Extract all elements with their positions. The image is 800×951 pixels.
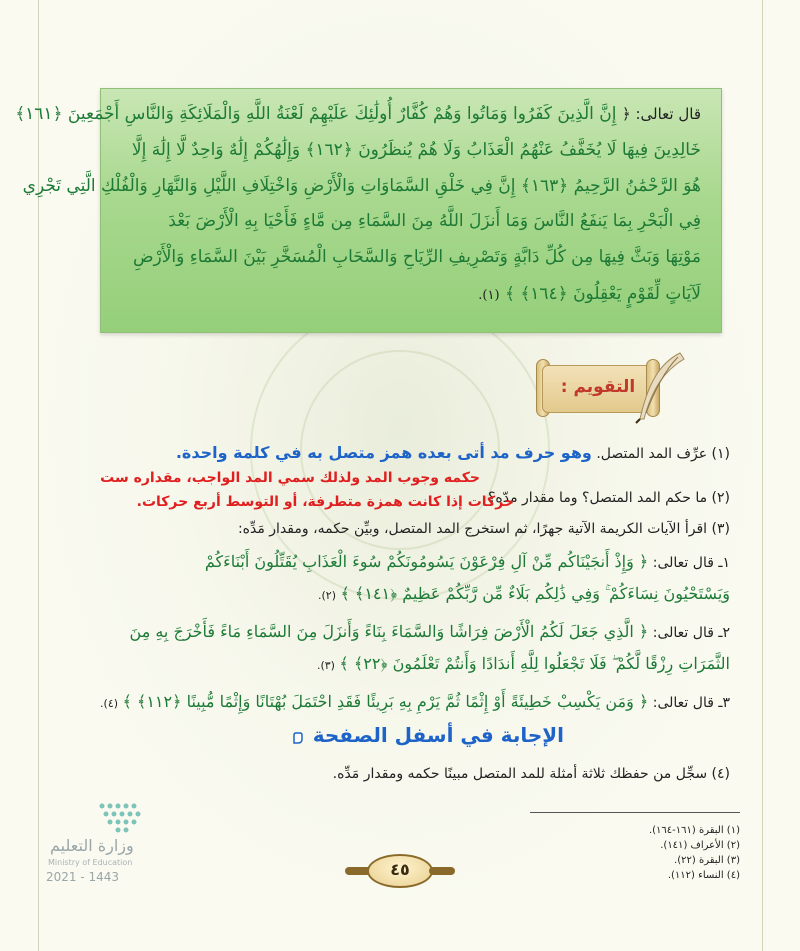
footnote-ref: (٢). [318,589,337,602]
verse-line-6 [119,283,701,304]
verse-line-2 [119,139,701,160]
question-3-text: (٣) اقرأ الآيات الكريمة الآتية جهرًا، ثم استخرج المد المتصل، وبيِّن حكمه، ومقدار مَدِّه: [237,521,730,537]
footnote-ref: (١). [478,288,500,303]
ministry-name-ar: وزارة التعليم [50,836,134,855]
footnote-item: (١) البقرة (١٦١-١٦٤). [648,825,740,836]
verse-text: مَوْتِهَا وَبَثَّ فِيهَا مِن كُلِّ دَابَّةٍ وَتَصْرِيفِ الرِّيَاحِ وَالسَّحَابِ الْمُسَخَّرِ بَيْنَ السَّمَاءِ وَالْأَرْضِ [132,247,701,267]
hand-pointer-icon [290,729,306,745]
verse-text: فِي الْبَحْرِ بِمَا يَنفَعُ النَّاسَ وَمَا أَنزَلَ اللَّهُ مِنَ السَّمَاءِ مِن مَّاءٍ فَأَحْيَا بِهِ الْأَرْضَ بَعْدَ [168,211,701,231]
example-2-intro: ٢ـ قال تعالى: [652,625,730,641]
question-1 [176,443,730,462]
verse-line-4 [119,211,701,231]
verse-line-5 [119,247,701,267]
example-1-verse: ﴿ وَإِذْ أَنجَيْنَاكُم مِّنْ آلِ فِرْعَوْنَ يَسُومُونَكُمْ سُوءَ الْعَذَابِ يُقَتِّلُونَ أَبْنَاءَكُمْ [204,552,649,571]
question-2-text: (٢) ما حكم المد المتصل؟ وما مقدار مدّه؟ [487,490,730,506]
answer-note [290,723,564,747]
ministry-dots-icon [96,800,156,834]
question-3 [238,521,730,537]
verse-intro: قال تعالى: ﴿ [621,105,701,123]
example-2-verse-cont: الثَّمَرَاتِ رِزْقًا لَّكُمْ ۖ فَلَا تَجْعَلُوا لِلَّهِ أَندَادًا وَأَنتُمْ تَعْلَمُونَ ﴿٢٢﴾ ﴾ [339,654,730,673]
page-number-text: ٤٥ [390,860,410,879]
answer-note-text: الإجابة في أسفل الصفحة [312,723,564,747]
verse-text: لَآيَاتٍ لِّقَوْمٍ يَعْقِلُونَ ﴿١٦٤﴾ ﴾ [504,284,701,304]
footnote-ref: (٣). [316,659,335,672]
question-1-answer: وهو حرف مد أتى بعده همز متصل به في كلمة واحدة. [175,443,592,462]
verse-line-1 [15,103,701,124]
question-2-answer-line-2: حركات إذا كانت همزة متطرفة، أو التوسط أربع حركات. [136,494,514,510]
frame-line-left [38,0,39,951]
example-2-line-1 [60,622,730,641]
evaluation-badge [512,357,690,425]
example-3-intro: ٣ـ قال تعالى: [652,695,730,711]
example-1-verse-cont: وَيَسْتَحْيُونَ نِسَاءَكُمْ ۚ وَفِي ذَٰلِكُم بَلَاءٌ مِّن رَّبِّكُمْ عَظِيمٌ ﴿١٤١﴾ ﴾ [340,584,730,603]
footnote-item: (٢) الأعراف (١٤١). [660,840,740,851]
example-2-verse: ﴿ الَّذِي جَعَلَ لَكُمُ الْأَرْضَ فِرَاشًا وَالسَّمَاءَ بِنَاءً وَأَنزَلَ مِنَ السَّمَاءِ مَاءً فَأَخْرَجَ بِهِ مِنَ [129,622,649,641]
quill-icon [630,349,690,425]
verse-text: إِنَّ الَّذِينَ كَفَرُوا وَمَاتُوا وَهُمْ كُفَّارٌ أُولَٰئِكَ عَلَيْهِمْ لَعْنَةُ اللَّهِ وَالْمَلَائِكَةِ وَالنَّاسِ أَجْمَعِينَ ﴿١٦١﴾ [15,104,617,124]
question-4-text: (٤) سجِّل من حفظك ثلاثة أمثلة للمد المتصل مبينًا حكمه ومقدار مَدِّه. [332,766,730,782]
ministry-year: 2021 - 1443 [46,870,120,884]
question-1-text: (١) عرِّف المد المتصل. [596,446,730,462]
example-2-line-2 [60,654,730,674]
question-2-answer-line-1: حكمه وجوب المد ولذلك سمي المد الواجب، مقداره ست [100,470,480,486]
verse-box [15,88,722,333]
evaluation-title: التقويم : [560,377,636,397]
verse-text: هُوَ الرَّحْمَٰنُ الرَّحِيمُ ﴿١٦٣﴾ إِنَّ فِي خَلْقِ السَّمَاوَاتِ وَالْأَرْضِ وَاخْتِلَافِ اللَّيْلِ وَالنَّهَارِ وَالْفُلْكِ الَّتِي تَجْرِي [22,176,701,196]
example-1-line-2 [60,584,730,604]
example-3-verse: ﴿ وَمَن يَكْسِبْ خَطِيئَةً أَوْ إِثْمًا ثُمَّ يَرْمِ بِهِ بَرِيئًا فَقَدِ احْتَمَلَ بُهْتَانًا وَإِثْمًا مُّبِينًا ﴿١١٢﴾ ﴾ [122,692,649,711]
question-4 [333,766,730,782]
footnote-divider [530,812,740,813]
ministry-logo [40,800,160,890]
footnote-ref: (٤). [100,697,119,710]
example-1-line-1 [60,552,730,571]
verse-text: خَالِدِينَ فِيهَا لَا يُخَفَّفُ عَنْهُمُ الْعَذَابُ وَلَا هُمْ يُنظَرُونَ ﴿١٦٢﴾ وَإِلَٰهُكُمْ إِلَٰهٌ وَاحِدٌ لَّا إِلَٰهَ إِلَّا [131,140,701,160]
footnotes [540,823,740,883]
example-1-intro: ١ـ قال تعالى: [652,555,730,571]
frame-line-right [762,0,763,951]
footnote-item: (٣) البقرة (٢٢). [674,855,740,866]
footnote-item: (٤) النساء (١١٢). [667,870,740,881]
question-2 [488,490,730,506]
example-3-line [60,692,730,711]
page-number [345,850,455,892]
ministry-name-en: Ministry of Education [48,858,133,867]
verse-line-3 [22,175,701,196]
